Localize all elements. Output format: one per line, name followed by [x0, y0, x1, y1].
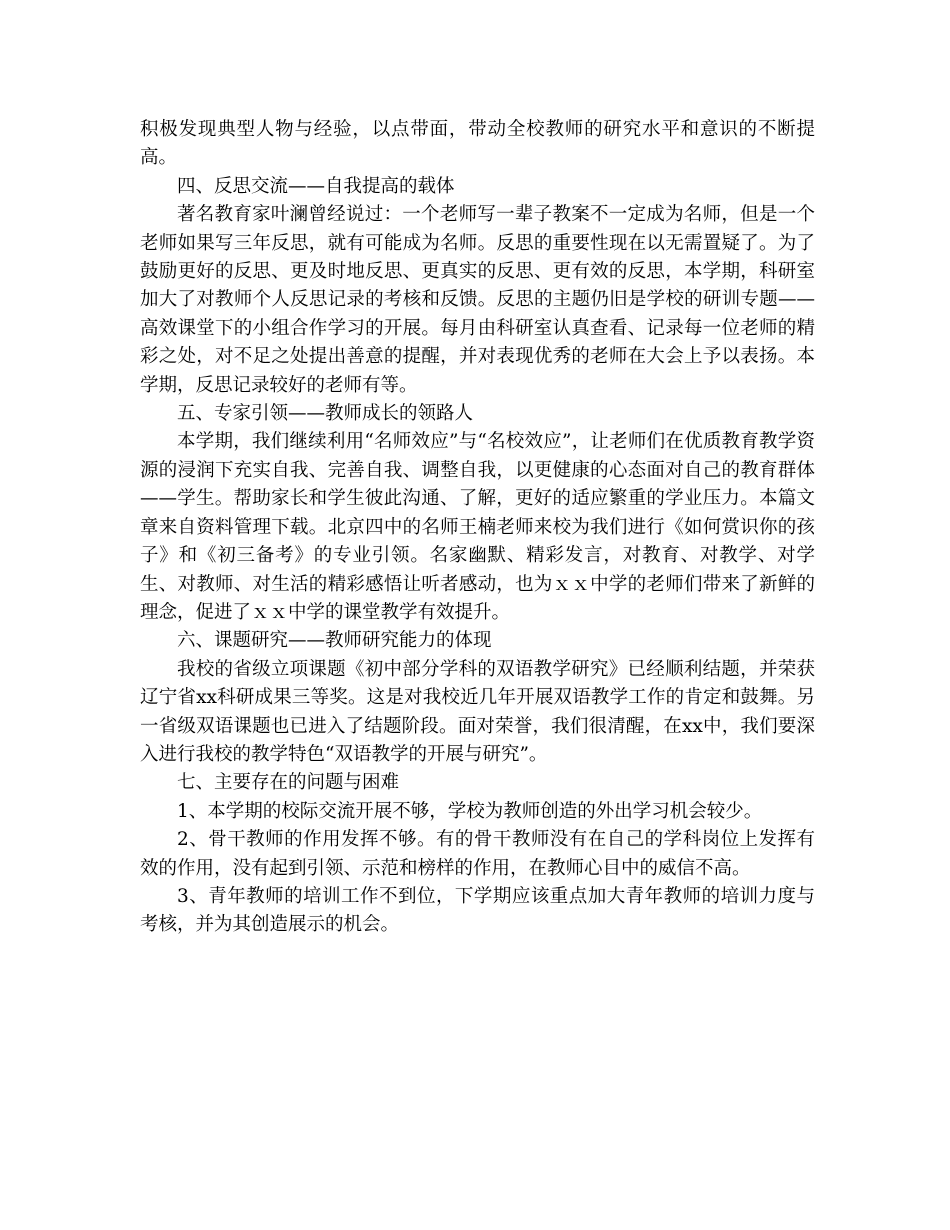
- problem-item-3: 3、青年教师的培训工作不到位，下学期应该重点加大青年教师的培训力度与考核，并为其创造展示的机会。: [140, 885, 815, 936]
- section-heading-research: 六、课题研究——教师研究能力的体现: [177, 630, 492, 652]
- paragraph-reflection: 著名教育家叶澜曾经说过：一个老师写一辈子教案不一定成为名师，但是一个老师如果写三年反思，就有可能成为名师。反思的重要性现在以无需置疑了。为了鼓励更好的反思、更及时地反思、更真实的反思、更有效的反思，本学期，科研室加大了对教师个人反思记录的考核和反馈。反思的主题仍旧是学校的研训专题——高效课堂下的小组合作学习的开展。每月由科研室认真查看、记录每一位老师的精彩之处，对不足之处提出善意的提醒，并对表现优秀的老师在大会上予以表扬。本学期，反思记录较好的老师有等。: [140, 204, 815, 396]
- problem-item-2: 2、骨干教师的作用发挥不够。有的骨干教师没有在自己的学科岗位上发挥有效的作用，没有起到引领、示范和榜样的作用，在教师心目中的威信不高。: [140, 829, 815, 879]
- section-heading-expert-guidance: 五、专家引领——教师成长的领路人: [177, 403, 474, 425]
- document-body: [140, 116, 815, 940]
- section-heading-reflection: 四、反思交流——自我提高的载体: [177, 175, 455, 197]
- paragraph-expert-guidance: 本学期，我们继续利用“名师效应”与“名校效应”，让老师们在优质教育教学资源的浸润下充实自我、完善自我、调整自我，以更健康的心态面对自己的教育群体——学生。帮助家长和学生彼此沟通、了解，更好的适应繁重的学业压力。本篇文章来自资料管理下载。北京四中的名师王楠老师来校为我们进行《如何赏识你的孩子》和《初三备考》的专业引领。名家幽默、精彩发言，对教育、对教学、对学生、对教师、对生活的精彩感悟让听者感动，也为ｘｘ中学的老师们带来了新鲜的理念，促进了ｘｘ中学的课堂教学有效提升。: [140, 431, 815, 623]
- paragraph-continuation: 积极发现典型人物与经验，以点带面，带动全校教师的研究水平和意识的不断提高。: [140, 119, 815, 169]
- problem-item-1: 1、本学期的校际交流开展不够，学校为教师创造的外出学习机会较少。: [177, 800, 763, 822]
- section-heading-problems: 七、主要存在的问题与困难: [177, 772, 400, 794]
- paragraph-research: 我校的省级立项课题《初中部分学科的双语教学研究》已经顺利结题，并荣获辽宁省xx科研成果三等奖。这是对我校近几年开展双语教学工作的肯定和鼓舞。另一省级双语课题也已进入了结题阶段。面对荣誉，我们很清醒，在xx中，我们要深入进行我校的教学特色“双语教学的开展与研究”。: [140, 658, 815, 765]
